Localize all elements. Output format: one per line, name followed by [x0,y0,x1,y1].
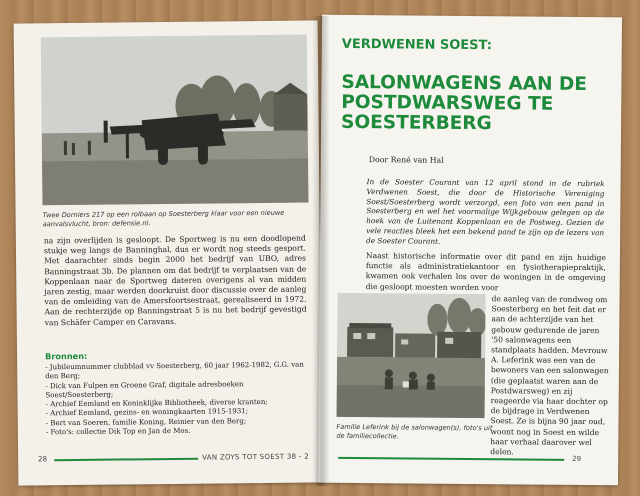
article-body-text: de aanleg van de rondweg om Soesterberg en het feit dat er aan de achterzijde van het gebouw gedurende de jaren '50 salonwagens een standplaats hadden. Mevrouw A. Leferink was een van de bewoners van een salonwagen (die geplaatst waren aan de Postdwarsweg) en zij reageerde via haar dochter op de bijdrage in Verdwenen Soest. Ze is bijna 90 jaar oud, woont nog in Soest en wilde haar verhaal daarover wel delen. [490,294,609,457]
article-body-text: Naast historische informatie over dit pand en zijn huidige functie als administratiekantoor en fysiotherapiepraktijk, kwamen ook verhalen los over de woningen in de omgeving die gesloopt moesten worden voor [365,251,606,292]
salonwagen-photo [337,293,486,418]
source-item: - Archief Eemland en Koninklijke Bibliotheek, diverse kranten; [46,398,308,410]
aircraft-illustration [41,35,309,206]
article-body-text: na zijn overlijden is gesloopt. De Sportweg is nu een doodlopend stukje weg langs de Banninghal, dus er wordt nog steeds gesport. Met daarachter sinds begin 2000 het bedrijf van UBO, adres Banningstraat 3b. De plannen om dat bedrijf te verplaatsen van de Koppenlaan naar de Sportweg dateren overigens al van midden jaren zestig, maar werden doorkruist door discussie over de aanleg van de omleiding van de Amersfoortsestraat, gerealiseerd in 1972. Aan de rechterzijde op Banningstraat 5 is nu het bedrijf gevestigd van Schäfer Camper en Caravans. [43,233,307,327]
source-item: - Archief Eemland, gezins- en woningkaarten 1915-1931; [46,407,308,419]
article-title: SALONWAGENS AAN DE POSTDWARSWEG TE SOESTERBERG [341,71,588,135]
source-item: - Foto's: collectie Dik Top en Jan de Mos. [46,426,308,438]
page-number: 28 [38,455,48,464]
intro-paragraph: In de Soester Courant van 12 april stond in de rubriek Verdwenen Soest, die door de Historische Vereniging Soest/Soesterberg wordt verzorgd, een foto van een pand in Soesterberg en wel het voormalige Wijkgebouw gelegen op de hoek van de Luitenant Koppenlaan en de Postweg. Gezien de vele reacties bleek het een bekend pand te zijn op de lezers van de Soester Courant. [366,177,605,246]
source-item: - Bert van Soeren, familie Koning, Reinier van den Berg; [46,416,308,428]
book-gutter [312,16,330,486]
section-kicker: VERDWENEN SOEST: [341,36,493,54]
dornier-aircraft-photo [41,35,309,206]
sources-heading: Bronnen: [45,350,88,362]
source-item: - Jubileumnummer clubblad vv Soesterberg, 60 jaar 1962-1982, G.G. van den Berg; [45,361,307,382]
right-page [318,15,622,486]
sources-list [45,361,308,438]
photo-caption: Twee Dorniers 217 op een rolbaan op Soesterberg klaar voor een nieuwe aanvalsvlucht, bron: defensie.nl. [42,208,285,228]
page-number: 29 [572,454,582,463]
source-item: - Dick van Fulpen en Groene Graf, digitale adresboeken Soest/Soesterberg; [45,379,307,400]
left-page [14,20,323,485]
running-footer: VAN ZOYS TOT SOEST 38 - 2 [202,452,310,462]
footer-rule [54,458,198,462]
salonwagen-illustration [337,293,486,418]
photo-caption: Familie Leferink bij de salonwagen(s), foto's uit de familiecollectie. [336,422,493,440]
byline: Door René van Hal [368,155,444,165]
